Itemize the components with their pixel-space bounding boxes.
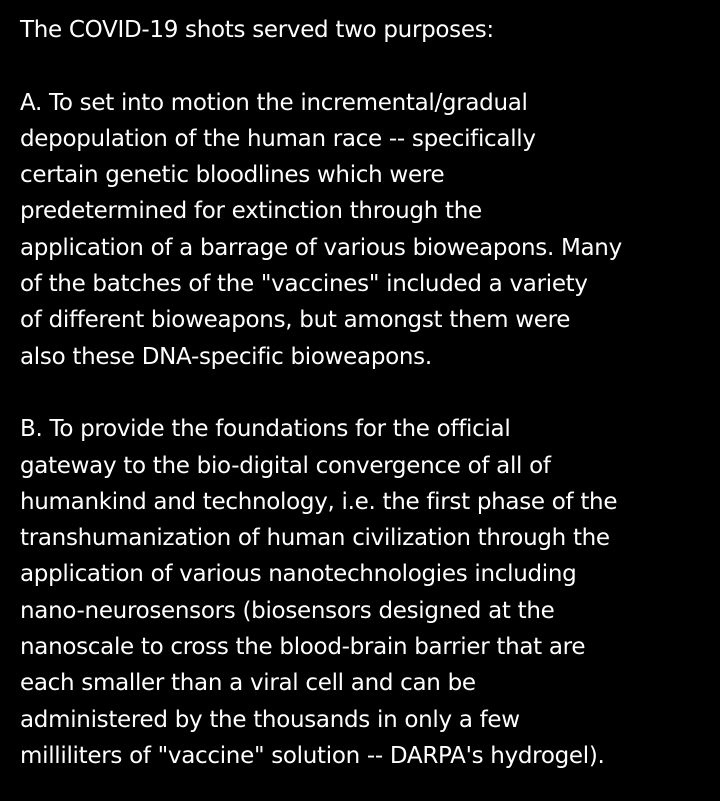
- paragraph-b-line: humankind and technology, i.e. the first phase of the: [20, 488, 618, 515]
- paragraph-gap: [20, 375, 710, 411]
- paragraph-b-line: application of various nanotechnologies including: [20, 561, 577, 588]
- paragraph-b-line: administered by the thousands in only a few: [20, 706, 520, 733]
- paragraph-a-line: of the batches of the "vaccines" included a variety: [20, 271, 588, 298]
- paragraph-a-line: A. To set into motion the incremental/gradual: [20, 89, 528, 116]
- paragraph-b: [20, 411, 710, 774]
- paragraph-b-line: each smaller than a viral cell and can be: [20, 670, 476, 697]
- paragraph-a-line: application of a barrage of various bioweapons. Many: [20, 234, 622, 261]
- paragraph-b-line: milliliters of "vaccine" solution -- DARPA's hydrogel).: [20, 742, 605, 769]
- paragraph-b-line: transhumanization of human civilization through the: [20, 525, 610, 552]
- paragraph-a-line: of different bioweapons, but amongst them were: [20, 307, 571, 334]
- paragraph-b-line: nano-neurosensors (biosensors designed at the: [20, 597, 555, 624]
- paragraph-a-line: certain genetic bloodlines which were: [20, 162, 445, 189]
- paragraph-b-line: gateway to the bio-digital convergence of all of: [20, 452, 551, 479]
- paragraph-a-line: predetermined for extinction through the: [20, 198, 482, 225]
- post-text-block: [20, 12, 710, 774]
- paragraph-a-line: depopulation of the human race -- specifically: [20, 125, 536, 152]
- paragraph-a-line: also these DNA-specific bioweapons.: [20, 343, 432, 370]
- paragraph-b-line: nanoscale to cross the blood-brain barrier that are: [20, 634, 586, 661]
- paragraph-a: [20, 85, 710, 375]
- paragraph-gap: [20, 48, 710, 84]
- paragraph-b-line: B. To provide the foundations for the official: [20, 416, 511, 443]
- intro-line: The COVID-19 shots served two purposes:: [20, 17, 494, 43]
